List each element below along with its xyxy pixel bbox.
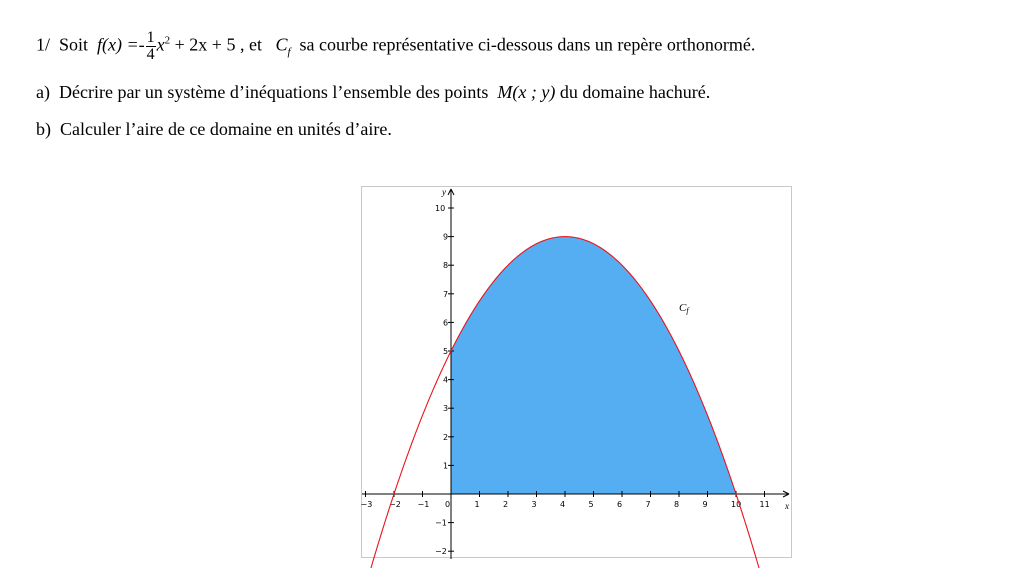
x-tick-label: 9: [702, 500, 708, 509]
x-tick-label: 7: [645, 500, 651, 509]
x-tick-label: 4: [560, 500, 566, 509]
question-b: [36, 119, 392, 139]
question-b-text: Calculer l’aire de ce domaine en unités d’aire.: [60, 119, 392, 139]
expr-variable: x: [156, 34, 165, 55]
graph-frame: [361, 186, 792, 558]
intro-word: Soit: [59, 34, 89, 55]
x-tick-label: −1: [417, 500, 430, 509]
x-tick-label: 11: [759, 500, 770, 509]
exponent: 2: [164, 34, 171, 47]
x-tick-label: 5: [588, 500, 594, 509]
y-tick-label: 2: [443, 432, 449, 442]
question-b-label: b): [36, 119, 51, 139]
y-axis-name: y: [442, 187, 446, 197]
x-tick-label: 8: [674, 500, 680, 509]
x-tick-label: −2: [389, 500, 401, 509]
function-graph: [362, 187, 793, 559]
fraction-numerator: 1: [146, 29, 155, 46]
x-tick-label: 2: [503, 500, 509, 509]
shaded-domain: [451, 237, 736, 494]
y-tick-label: 3: [443, 404, 449, 414]
origin-label: 0: [445, 500, 451, 509]
curve-name: C: [275, 34, 288, 55]
y-tick-label: 4: [443, 375, 449, 385]
y-tick-label: 1: [443, 461, 449, 471]
fraction-denominator: 4: [146, 46, 155, 63]
x-tick-label: 3: [531, 500, 537, 509]
y-tick-label: 7: [443, 289, 449, 299]
question-a-label: a): [36, 82, 50, 102]
x-tick-label: 10: [731, 500, 742, 509]
y-tick-label: 6: [443, 318, 449, 328]
question-a-text-1: Décrire par un système d’inéquations l’ensemble des points: [58, 82, 489, 102]
exercise-statement: [36, 30, 755, 63]
function-name: f(x) =: [97, 34, 139, 55]
y-tick-label: 5: [443, 347, 449, 356]
expr-rest: + 2x + 5 , et: [174, 34, 262, 55]
curve-subscript: f: [287, 46, 291, 59]
minus-sign: -: [138, 34, 145, 55]
question-a-text-2: du domaine hachuré.: [559, 82, 711, 102]
x-tick-label: −3: [360, 500, 373, 509]
sentence-end: sa courbe représentative ci-dessous dans un repère orthonormé.: [299, 34, 756, 55]
question-a: [36, 82, 710, 102]
y-tick-label: 10: [435, 204, 446, 213]
y-tick-label: −2: [435, 547, 447, 557]
curve-label: Cf: [679, 301, 689, 315]
y-tick-label: 9: [443, 232, 449, 242]
fraction: [146, 30, 156, 63]
x-axis-name: x: [785, 501, 789, 511]
y-tick-label: 8: [443, 261, 449, 271]
y-tick-label: −1: [435, 518, 447, 528]
exercise-number: 1/: [36, 34, 51, 55]
x-tick-label: 1: [474, 500, 480, 509]
question-a-point: M(x ; y): [497, 82, 556, 102]
x-tick-label: 6: [617, 500, 623, 509]
